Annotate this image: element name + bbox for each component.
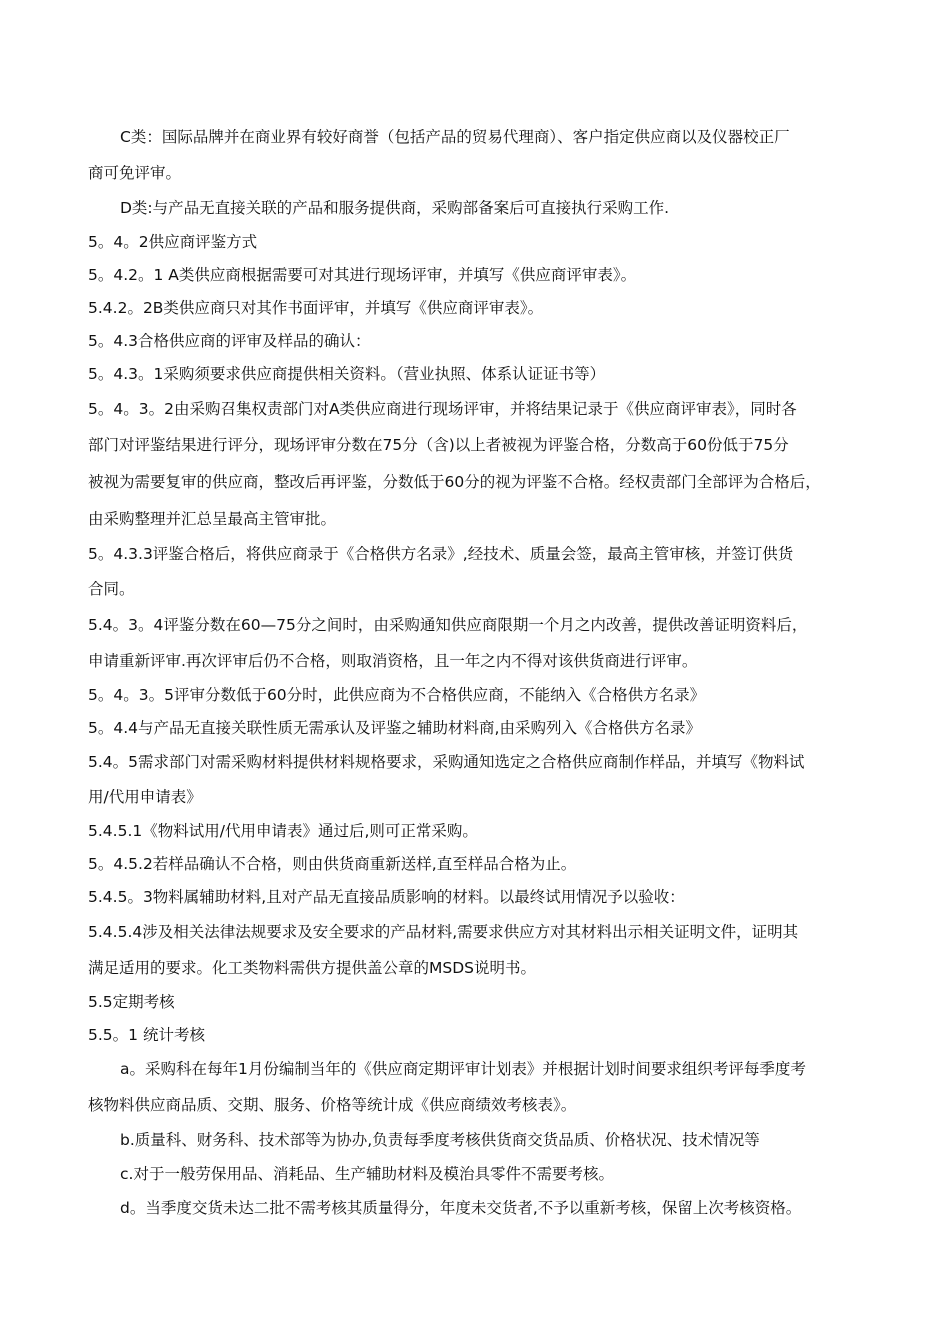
text-line: d。当季度交货未达二批不需考核其质量得分，年度未交货者,不予以重新考核，保留上次考核资格。 <box>120 1199 802 1217</box>
text-line: 5。4.2。1 A类供应商根据需要可对其进行现场评审，并填写《供应商评审表》。 <box>88 266 637 284</box>
text-line: 满足适用的要求。化工类物料需供方提供盖公章的MSDS说明书。 <box>88 959 536 977</box>
text-line: 部门对评鉴结果进行评分，现场评审分数在75分（含)以上者被视为评鉴合格，分数高于60份低于75分 <box>88 436 789 454</box>
section-heading: 5.5定期考核 <box>88 993 175 1011</box>
text-line: 5.4.2。2B类供应商只对其作书面评审，并填写《供应商评审表》。 <box>88 299 544 317</box>
text-line: 5。4.5.2若样品确认不合格，则由供货商重新送样,直至样品合格为止。 <box>88 855 577 873</box>
text-line: 5。4.3.3评鉴合格后，将供应商录于《合格供方名录》,经技术、质量会签，最高主管审核，并签订供货 <box>88 545 794 563</box>
text-line: 5.4.5.4涉及相关法律法规要求及安全要求的产品材料,需要求供应方对其材料出示相关证明文件，证明其 <box>88 923 799 941</box>
text-line: C类：国际品牌并在商业界有较好商誉（包括产品的贸易代理商）、客户指定供应商以及仪器校正厂 <box>120 128 790 146</box>
text-line: a。采购科在每年1月份编制当年的《供应商定期评审计划表》并根据计划时间要求组织考评每季度考 <box>120 1060 806 1078</box>
text-line: 合同。 <box>88 580 135 598</box>
text-line: c.对于一般劳保用品、消耗品、生产辅助材料及模治具零件不需要考核。 <box>120 1165 614 1183</box>
text-line: 5.4.5.1《物料试用/代用申请表》通过后,则可正常采购。 <box>88 822 478 840</box>
text-line: 5.4。3。4评鉴分数在60—75分之间时，由采购通知供应商限期一个月之内改善，提供改善证明资料后， <box>88 616 808 634</box>
text-line: 核物料供应商品质、交期、服务、价格等统计成《供应商绩效考核表》。 <box>88 1096 577 1114</box>
text-line: 申请重新评审.再次评审后仍不合格，则取消资格，且一年之内不得对该供货商进行评审。 <box>88 652 698 670</box>
text-line: 5。4。3。2由采购召集权责部门对A类供应商进行现场评审，并将结果记录于《供应商评审表》，同时各 <box>88 400 797 418</box>
text-line: 5。4。3。5评审分数低于60分时，此供应商为不合格供应商，不能纳入《合格供方名录》 <box>88 686 706 704</box>
section-heading: 5.5。1 统计考核 <box>88 1026 205 1044</box>
text-line: 商可免评审。 <box>88 164 182 182</box>
text-line: 5。4.4与产品无直接关联性质无需承认及评鉴之辅助材料商,由采购列入《合格供方名录》 <box>88 719 701 737</box>
text-line: 由采购整理并汇总呈最高主管审批。 <box>88 510 337 528</box>
section-heading: 5。4.3合格供应商的评审及样品的确认： <box>88 332 371 350</box>
text-line: 被视为需要复审的供应商，整改后再评鉴，分数低于60分的视为评鉴不合格。经权责部门全部评为合格后， <box>88 473 821 491</box>
text-line: 用/代用申请表》 <box>88 788 202 806</box>
text-line: b.质量科、财务科、技术部等为协办,负责每季度考核供货商交货品质、价格状况、技术情况等 <box>120 1131 760 1149</box>
text-line: 5.4.5。3物料属辅助材料,且对产品无直接品质影响的材料。以最终试用情况予以验收： <box>88 888 685 906</box>
text-line: 5。4.3。1采购须要求供应商提供相关资料。（营业执照、体系认证证书等） <box>88 365 606 383</box>
text-line: D类:与产品无直接关联的产品和服务提供商，采购部备案后可直接执行采购工作. <box>120 199 670 217</box>
text-line: 5.4。5需求部门对需采购材料提供材料规格要求，采购通知选定之合格供应商制作样品，并填写《物料试 <box>88 753 805 771</box>
section-heading: 5。4。2供应商评鉴方式 <box>88 233 258 251</box>
